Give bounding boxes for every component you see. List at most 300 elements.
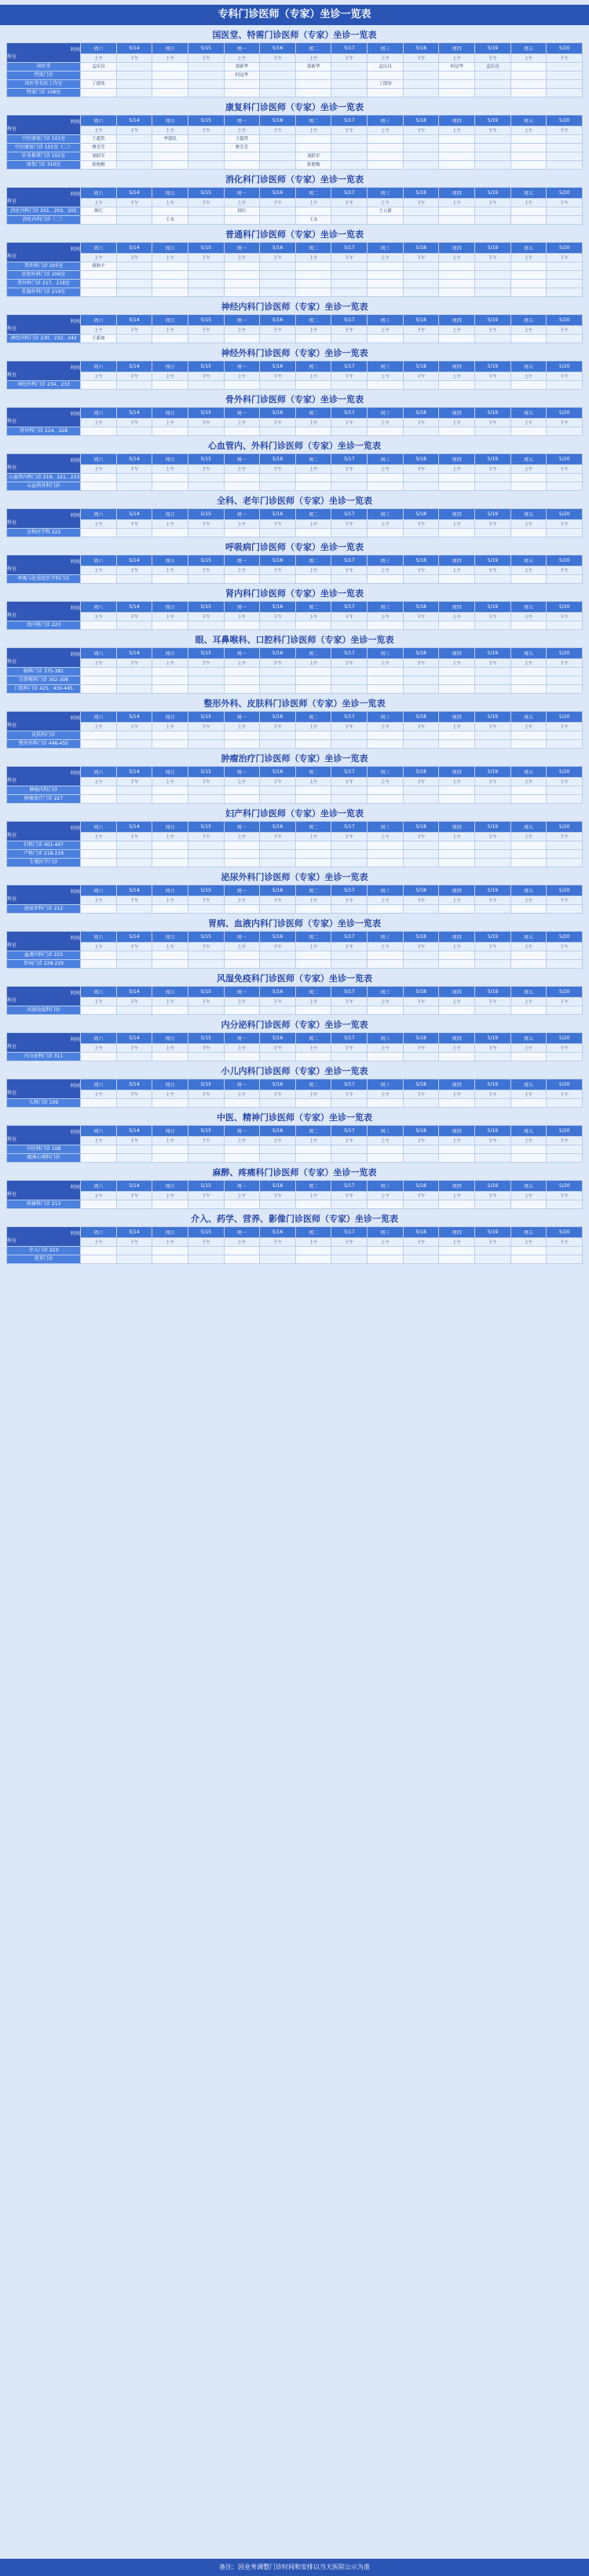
doctor-cell <box>188 740 224 749</box>
date-header: 5/16 <box>260 1181 296 1192</box>
table-row <box>7 216 583 225</box>
doctor-cell <box>439 740 475 749</box>
doctor-cell <box>152 1255 188 1264</box>
department-cell: 特需门诊 108室 <box>7 89 81 97</box>
doctor-cell <box>81 1099 117 1108</box>
weekday-header: 周日 <box>152 1079 188 1090</box>
doctor-cell <box>260 144 296 152</box>
session-header: 上午 <box>368 659 404 668</box>
doctor-cell <box>510 1255 547 1264</box>
doctor-cell <box>331 1255 368 1264</box>
doctor-cell <box>547 1053 583 1061</box>
doctor-cell <box>510 381 547 390</box>
date-header: 5/19 <box>475 315 511 326</box>
doctor-cell <box>547 676 583 685</box>
session-header: 上午 <box>368 998 404 1006</box>
date-header: 5/20 <box>547 987 583 998</box>
weekday-header: 周一 <box>224 712 260 723</box>
corner-header <box>7 932 81 951</box>
doctor-cell <box>81 786 117 795</box>
session-header: 下午 <box>547 833 583 841</box>
weekday-header: 周二 <box>295 885 331 896</box>
corner-time-label: 时间 <box>70 716 80 721</box>
date-header: 5/14 <box>116 243 152 254</box>
weekday-header: 周五 <box>510 712 547 723</box>
corner-header <box>7 822 81 841</box>
date-header: 5/14 <box>116 188 152 199</box>
table-row <box>7 668 583 676</box>
session-header: 下午 <box>260 54 296 63</box>
doctor-cell <box>260 216 296 225</box>
date-header: 5/20 <box>547 1033 583 1044</box>
doctor-cell <box>295 280 331 288</box>
doctor-cell <box>439 207 475 216</box>
weekday-header: 周四 <box>439 602 475 613</box>
weekday-header: 周日 <box>152 408 188 419</box>
corner-header <box>7 648 81 668</box>
doctor-cell: 王新如 <box>81 335 117 343</box>
doctor-cell <box>368 262 404 271</box>
doctor-cell <box>547 427 583 436</box>
department-cell: 骨外科门诊 214、228 <box>7 427 81 436</box>
doctor-cell <box>188 529 224 537</box>
date-header: 5/15 <box>188 243 224 254</box>
doctor-cell <box>81 1154 117 1163</box>
table-row <box>7 859 583 867</box>
doctor-cell <box>260 529 296 537</box>
doctor-cell <box>152 575 188 584</box>
doctor-cell <box>81 960 117 969</box>
doctor-cell <box>331 859 368 867</box>
doctor-cell <box>331 685 368 694</box>
doctor-cell <box>295 1247 331 1255</box>
doctor-cell <box>260 207 296 216</box>
doctor-cell <box>439 216 475 225</box>
session-header: 下午 <box>403 723 439 731</box>
doctor-cell <box>152 529 188 537</box>
doctor-cell <box>260 288 296 297</box>
department-cell: 整形外科门诊 446-455 <box>7 740 81 749</box>
session-header: 下午 <box>547 566 583 575</box>
session-header: 下午 <box>403 326 439 335</box>
corner-time-label: 时间 <box>70 1130 80 1135</box>
date-header: 5/16 <box>260 602 296 613</box>
doctor-cell <box>403 1247 439 1255</box>
doctor-cell <box>224 335 260 343</box>
doctor-cell <box>81 676 117 685</box>
table-row <box>7 685 583 694</box>
schedule-table <box>6 187 583 225</box>
session-header: 上午 <box>295 254 331 262</box>
doctor-cell: 丁郎伟 <box>81 80 117 89</box>
weekday-header: 周二 <box>295 555 331 566</box>
corner-time-label: 时间 <box>70 826 80 831</box>
date-header: 5/19 <box>475 115 511 126</box>
weekday-header: 周五 <box>510 1181 547 1192</box>
table-row <box>7 381 583 390</box>
schedule-table <box>6 453 583 491</box>
session-header: 下午 <box>331 998 368 1006</box>
weekday-header: 周三 <box>368 188 404 199</box>
date-header: 5/15 <box>188 454 224 465</box>
session-header: 下午 <box>188 326 224 335</box>
doctor-cell <box>260 381 296 390</box>
session-header: 上午 <box>368 254 404 262</box>
doctor-cell <box>260 841 296 850</box>
doctor-cell <box>152 841 188 850</box>
doctor-cell <box>116 1006 152 1015</box>
doctor-cell <box>547 482 583 491</box>
date-header: 5/14 <box>116 712 152 723</box>
doctor-cell <box>224 786 260 795</box>
doctor-cell <box>116 1200 152 1209</box>
doctor-cell <box>81 951 117 960</box>
corner-header <box>7 315 81 335</box>
session-header: 下午 <box>331 372 368 381</box>
weekday-header: 周三 <box>368 648 404 659</box>
department-cell: 国医堂名医工作室 <box>7 80 81 89</box>
section-title: 心血管内、外科门诊医师（专家）坐诊一览表 <box>208 441 381 451</box>
weekday-header: 周三 <box>368 712 404 723</box>
session-header: 下午 <box>403 126 439 135</box>
doctor-cell <box>331 271 368 280</box>
doctor-cell <box>331 335 368 343</box>
doctor-cell <box>475 529 511 537</box>
session-header: 下午 <box>547 943 583 951</box>
session-header: 下午 <box>547 998 583 1006</box>
doctor-cell <box>152 144 188 152</box>
session-header: 下午 <box>116 566 152 575</box>
doctor-cell <box>368 288 404 297</box>
doctor-cell <box>295 859 331 867</box>
weekday-header: 周三 <box>368 243 404 254</box>
weekday-header: 周五 <box>510 454 547 465</box>
table-row <box>7 1006 583 1015</box>
doctor-cell: 王永 <box>295 216 331 225</box>
corner-header <box>7 243 81 262</box>
doctor-cell <box>403 841 439 850</box>
date-header: 5/18 <box>403 987 439 998</box>
doctor-cell <box>368 1099 404 1108</box>
doctor-cell <box>188 427 224 436</box>
date-header: 5/19 <box>475 243 511 254</box>
doctor-cell: 王立新 <box>368 207 404 216</box>
date-header: 5/19 <box>475 1033 511 1044</box>
corner-dept-label: 科室 <box>7 326 17 332</box>
doctor-cell <box>368 951 404 960</box>
doctor-cell <box>260 80 296 89</box>
doctor-cell <box>510 280 547 288</box>
doctor-cell <box>116 161 152 170</box>
doctor-cell <box>81 288 117 297</box>
section-title: 消化科门诊医师（专家）坐诊一览表 <box>225 174 364 185</box>
section-title: 全科、老年门诊医师（专家）坐诊一览表 <box>217 496 372 506</box>
doctor-cell <box>439 474 475 482</box>
weekday-header: 周三 <box>368 602 404 613</box>
date-header: 5/18 <box>403 602 439 613</box>
session-header: 下午 <box>547 254 583 262</box>
doctor-cell <box>475 685 511 694</box>
session-header: 上午 <box>81 723 117 731</box>
doctor-cell <box>331 1200 368 1209</box>
corner-dept-label: 科室 <box>7 465 17 471</box>
doctor-cell <box>295 381 331 390</box>
date-header: 5/18 <box>403 885 439 896</box>
session-header: 下午 <box>475 199 511 207</box>
schedule-table <box>6 242 583 297</box>
weekday-header: 周日 <box>152 243 188 254</box>
session-header: 下午 <box>188 659 224 668</box>
doctor-cell <box>81 381 117 390</box>
date-header: 5/20 <box>547 408 583 419</box>
corner-header <box>7 1227 81 1247</box>
corner-time-label: 时间 <box>70 319 80 324</box>
date-header: 5/14 <box>116 885 152 896</box>
date-header: 5/15 <box>188 1126 224 1137</box>
doctor-cell <box>260 575 296 584</box>
session-header: 下午 <box>188 566 224 575</box>
doctor-cell <box>510 668 547 676</box>
weekday-header: 周六 <box>81 43 117 54</box>
doctor-cell: 李建民 <box>152 135 188 144</box>
session-header: 上午 <box>439 896 475 905</box>
session-header: 下午 <box>260 520 296 529</box>
session-header: 上午 <box>152 1192 188 1200</box>
session-header: 上午 <box>439 833 475 841</box>
session-header: 上午 <box>295 943 331 951</box>
doctor-cell <box>439 960 475 969</box>
section-title: 中医、精神门诊医师（专家）坐诊一览表 <box>217 1112 372 1123</box>
department-cell: 肿瘤内科门诊 <box>7 786 81 795</box>
session-header: 上午 <box>81 1192 117 1200</box>
doctor-cell <box>547 621 583 630</box>
department-cell: 肿瘤放疗门诊 227 <box>7 795 81 804</box>
doctor-cell <box>331 80 368 89</box>
department-cell: 口腔科门诊 425、430-445 <box>7 685 81 694</box>
doctor-cell <box>224 288 260 297</box>
doctor-cell <box>331 905 368 914</box>
doctor-cell <box>403 1099 439 1108</box>
department-cell: 普外科门诊 217、218室 <box>7 280 81 288</box>
doctor-cell <box>547 135 583 144</box>
session-header: 下午 <box>188 520 224 529</box>
weekday-header: 周三 <box>368 115 404 126</box>
doctor-cell <box>116 621 152 630</box>
schedule-table <box>6 1032 583 1061</box>
schedule-section <box>6 917 583 969</box>
department-cell: 泌尿外科门诊 212 <box>7 905 81 914</box>
department-cell: 肝胆外科门诊 206室 <box>7 271 81 280</box>
doctor-cell <box>403 529 439 537</box>
section-title: 国医堂、特需门诊医师（专家）坐诊一览表 <box>212 30 377 40</box>
session-header: 上午 <box>81 1090 117 1099</box>
doctor-cell <box>295 80 331 89</box>
schedule-section <box>6 587 583 630</box>
doctor-cell <box>475 575 511 584</box>
date-header: 5/15 <box>188 885 224 896</box>
date-header: 5/14 <box>116 43 152 54</box>
session-header: 上午 <box>368 566 404 575</box>
doctor-cell <box>439 685 475 694</box>
session-header: 下午 <box>116 199 152 207</box>
weekday-header: 周三 <box>368 1227 404 1238</box>
session-header: 下午 <box>188 833 224 841</box>
doctor-cell <box>547 960 583 969</box>
doctor-cell <box>510 89 547 97</box>
department-cell: 妇科门诊 401-407 <box>7 841 81 850</box>
session-header: 下午 <box>331 326 368 335</box>
corner-dept-label: 科室 <box>7 520 17 526</box>
doctor-cell <box>260 63 296 71</box>
corner-dept-label: 科室 <box>7 1137 17 1142</box>
doctor-cell <box>224 161 260 170</box>
doctor-cell <box>368 621 404 630</box>
session-header: 下午 <box>116 1238 152 1247</box>
department-cell: 神经内科门诊 230、232、242 <box>7 335 81 343</box>
corner-time-label: 时间 <box>70 1185 80 1190</box>
corner-dept-label: 科室 <box>7 1090 17 1096</box>
doctor-cell <box>439 288 475 297</box>
doctor-cell <box>224 89 260 97</box>
doctor-cell <box>475 335 511 343</box>
weekday-header: 周五 <box>510 932 547 943</box>
doctor-cell <box>152 427 188 436</box>
doctor-cell <box>152 668 188 676</box>
doctor-cell <box>152 1200 188 1209</box>
session-header: 上午 <box>439 778 475 786</box>
session-header: 上午 <box>510 943 547 951</box>
doctor-cell: 刘跃军 <box>295 152 331 161</box>
session-header: 下午 <box>475 1044 511 1053</box>
doctor-cell <box>403 135 439 144</box>
session-header: 上午 <box>152 723 188 731</box>
doctor-cell: 孟庆良 <box>368 63 404 71</box>
session-header: 下午 <box>116 998 152 1006</box>
weekday-header: 周一 <box>224 361 260 372</box>
doctor-cell <box>116 786 152 795</box>
doctor-cell <box>331 951 368 960</box>
session-header: 下午 <box>331 659 368 668</box>
doctor-cell <box>368 529 404 537</box>
doctor-cell <box>260 731 296 740</box>
weekday-header: 周一 <box>224 822 260 833</box>
session-header: 上午 <box>510 372 547 381</box>
session-header: 下午 <box>403 254 439 262</box>
session-header: 下午 <box>116 659 152 668</box>
doctor-cell <box>439 676 475 685</box>
doctor-cell <box>510 859 547 867</box>
doctor-cell <box>368 795 404 804</box>
session-header: 上午 <box>152 613 188 621</box>
session-header: 下午 <box>260 833 296 841</box>
doctor-cell <box>152 271 188 280</box>
doctor-cell <box>547 1006 583 1015</box>
session-header: 下午 <box>331 1090 368 1099</box>
session-header: 下午 <box>188 372 224 381</box>
doctor-cell <box>475 850 511 859</box>
doctor-cell <box>510 786 547 795</box>
doctor-cell <box>547 786 583 795</box>
doctor-cell <box>224 1145 260 1154</box>
weekday-header: 周一 <box>224 602 260 613</box>
doctor-cell <box>152 381 188 390</box>
doctor-cell <box>510 161 547 170</box>
date-header: 5/19 <box>475 987 511 998</box>
doctor-cell <box>547 271 583 280</box>
doctor-cell <box>224 795 260 804</box>
doctor-cell <box>368 786 404 795</box>
date-header: 5/20 <box>547 509 583 520</box>
doctor-cell <box>475 1247 511 1255</box>
doctor-cell <box>116 474 152 482</box>
date-header: 5/19 <box>475 1079 511 1090</box>
date-header: 5/20 <box>547 1126 583 1137</box>
department-cell: 消化内科门诊 201、203、205 <box>7 207 81 216</box>
session-header: 下午 <box>475 943 511 951</box>
corner-time-label: 时间 <box>70 1037 80 1042</box>
date-header: 5/15 <box>188 987 224 998</box>
doctor-cell <box>368 676 404 685</box>
doctor-cell <box>475 621 511 630</box>
doctor-cell <box>188 381 224 390</box>
date-header: 5/14 <box>116 602 152 613</box>
doctor-cell <box>547 63 583 71</box>
session-header: 下午 <box>331 1044 368 1053</box>
doctor-cell <box>152 280 188 288</box>
section-title: 眼、耳鼻喉科、口腔科门诊医师（专家）坐诊一览表 <box>195 635 394 645</box>
weekday-header: 周一 <box>224 555 260 566</box>
table-row <box>7 280 583 288</box>
date-header: 5/15 <box>188 509 224 520</box>
doctor-cell <box>331 850 368 859</box>
doctor-cell <box>224 280 260 288</box>
doctor-cell <box>403 621 439 630</box>
date-header: 5/16 <box>260 648 296 659</box>
doctor-cell <box>116 731 152 740</box>
weekday-header: 周一 <box>224 885 260 896</box>
doctor-cell <box>547 740 583 749</box>
date-header: 5/16 <box>260 885 296 896</box>
doctor-cell <box>403 740 439 749</box>
date-header: 5/18 <box>403 408 439 419</box>
doctor-cell <box>224 676 260 685</box>
doctor-cell <box>368 859 404 867</box>
weekday-header: 周六 <box>81 555 117 566</box>
session-header: 上午 <box>439 419 475 427</box>
session-header: 下午 <box>188 54 224 63</box>
doctor-cell <box>116 381 152 390</box>
weekday-header: 周日 <box>152 1033 188 1044</box>
weekday-header: 周六 <box>81 408 117 419</box>
doctor-cell <box>116 207 152 216</box>
session-header: 下午 <box>116 419 152 427</box>
table-row <box>7 427 583 436</box>
session-header: 上午 <box>81 326 117 335</box>
section-title: 妇产科门诊医师（专家）坐诊一览表 <box>225 808 364 819</box>
schedule-table <box>6 931 583 969</box>
date-header: 5/16 <box>260 43 296 54</box>
weekday-header: 周日 <box>152 767 188 778</box>
doctor-cell <box>152 740 188 749</box>
doctor-cell <box>403 1255 439 1264</box>
session-header: 上午 <box>152 896 188 905</box>
doctor-cell <box>547 381 583 390</box>
doctor-cell <box>260 1247 296 1255</box>
doctor-cell <box>188 960 224 969</box>
date-header: 5/17 <box>331 602 368 613</box>
doctor-cell <box>547 795 583 804</box>
doctor-cell <box>116 668 152 676</box>
